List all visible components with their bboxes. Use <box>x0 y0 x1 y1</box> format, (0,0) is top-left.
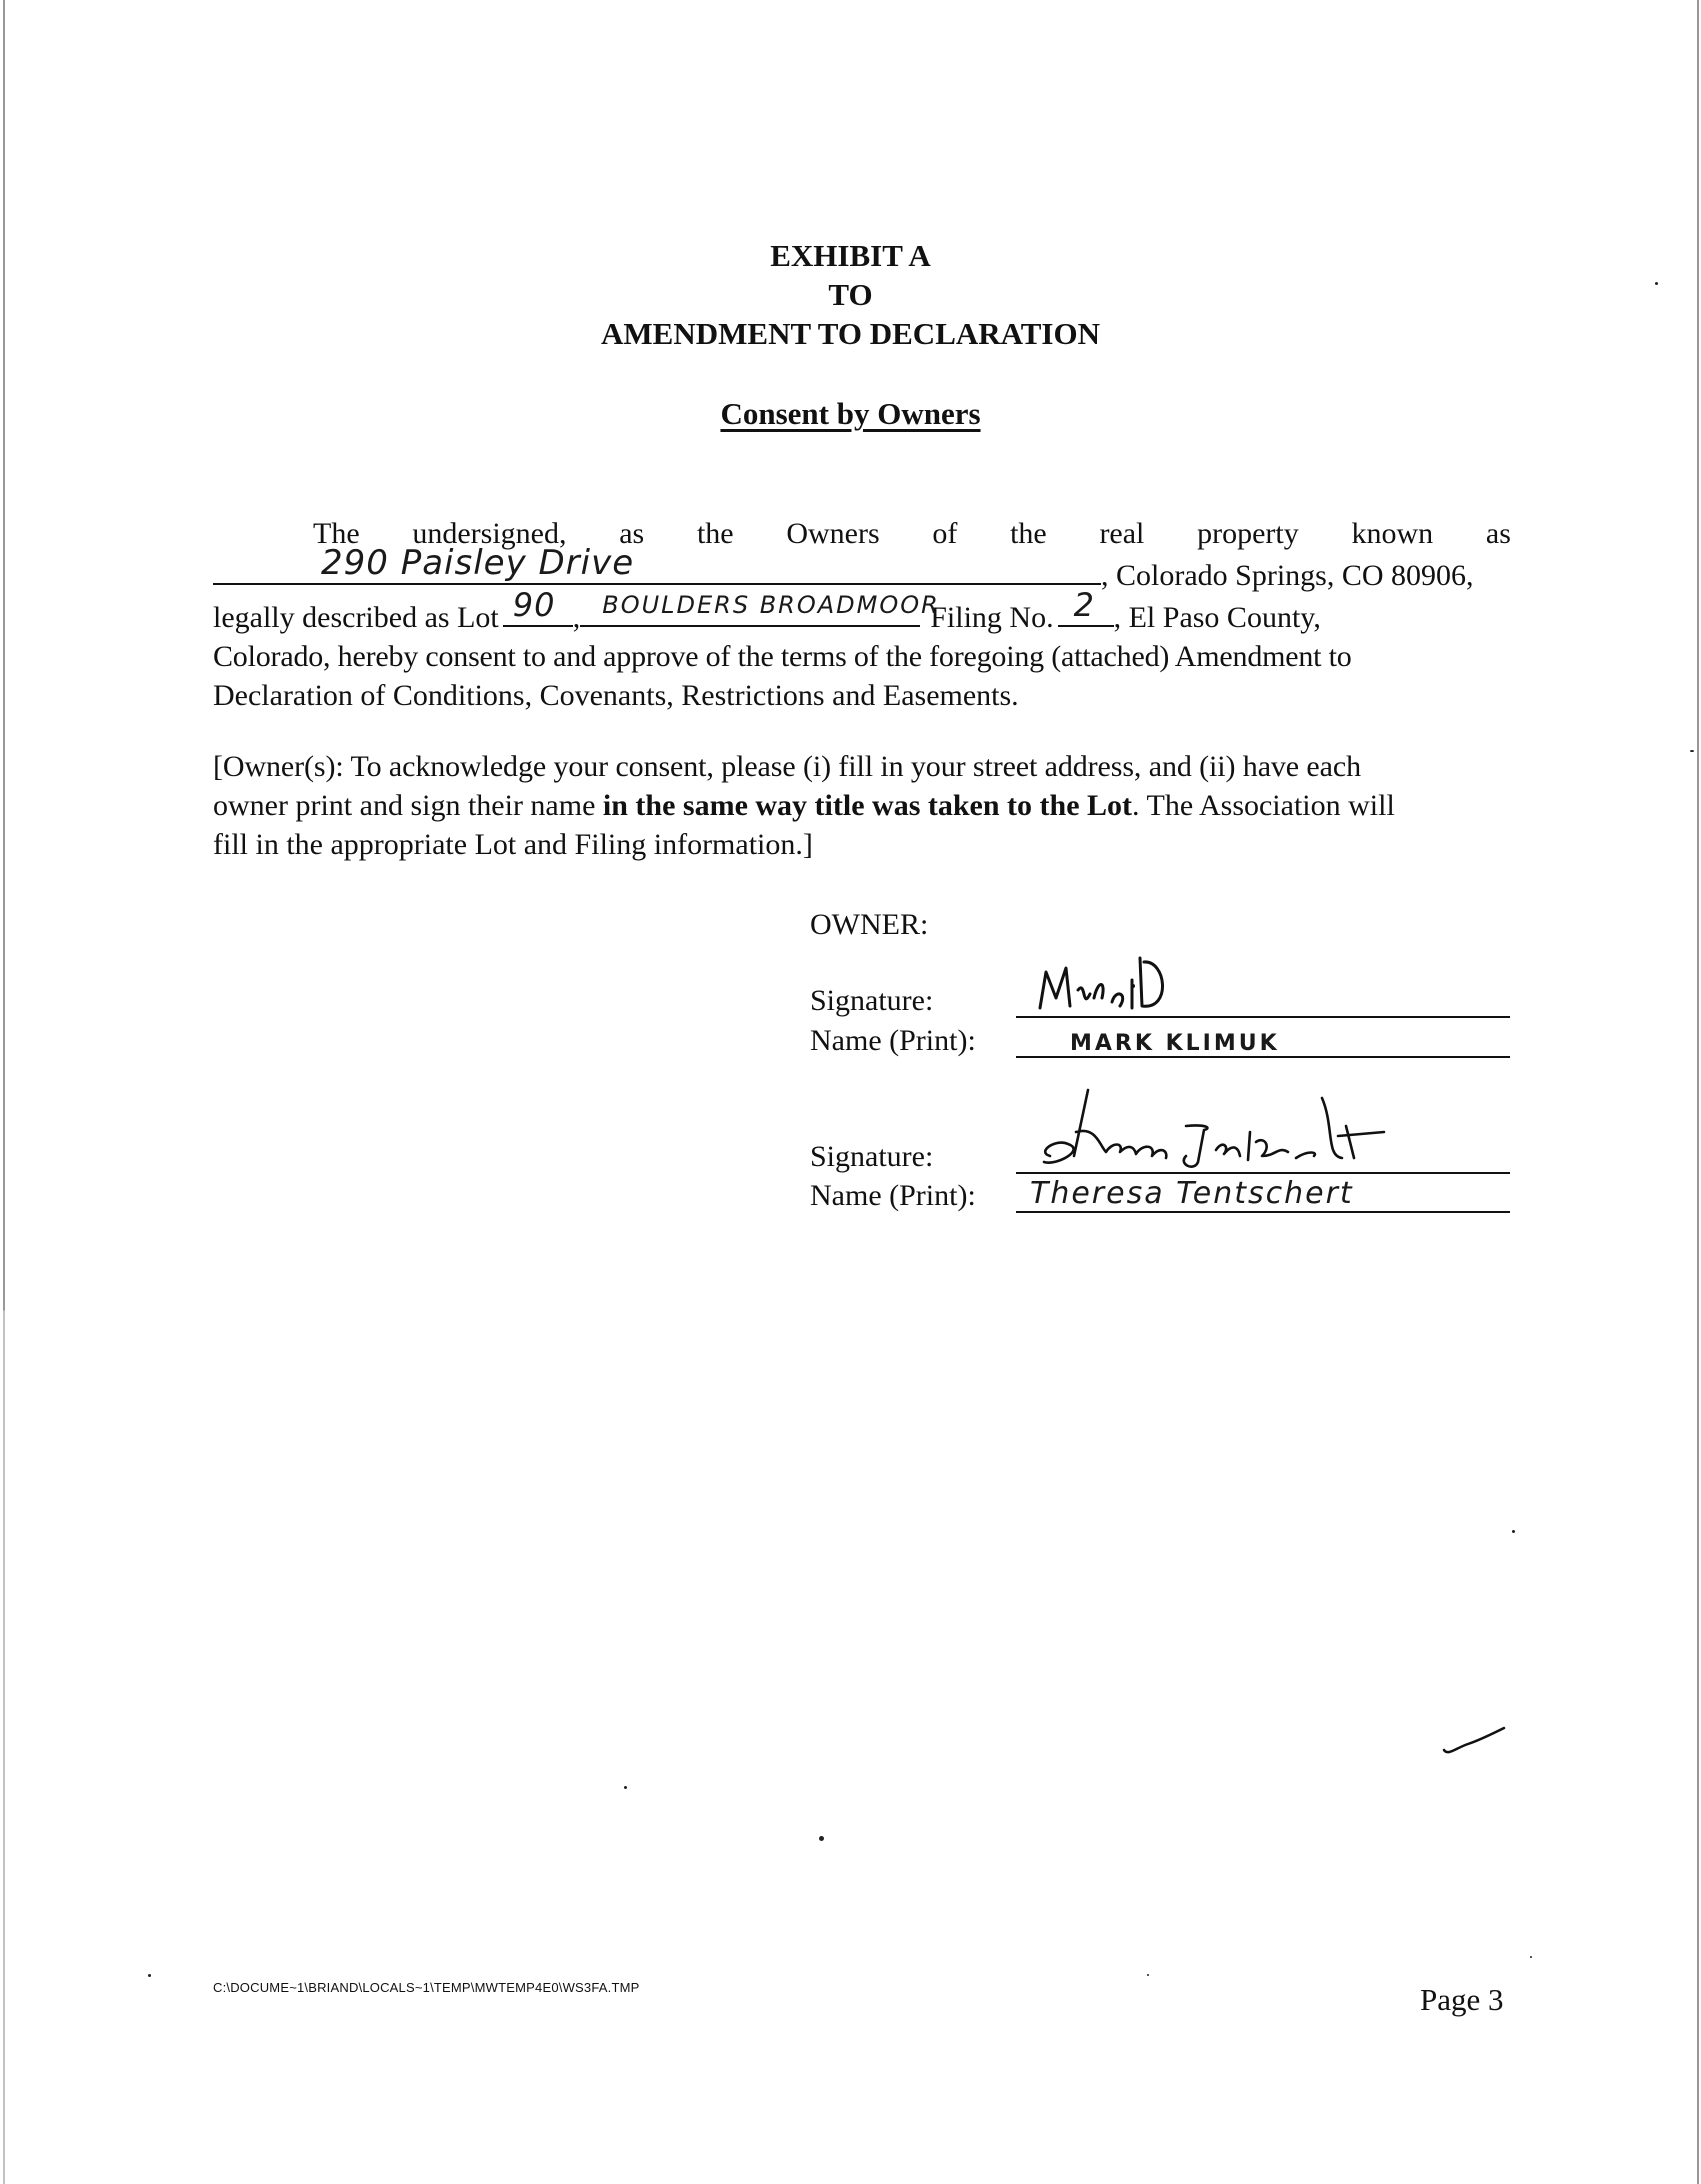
street-address-field[interactable] <box>213 543 1101 585</box>
county: , El Paso County, <box>1113 601 1321 634</box>
scan-speck <box>148 1974 151 1977</box>
name-print-label: Name (Print): <box>810 1179 976 1212</box>
scan-speck <box>819 1836 824 1841</box>
footer-file-path: C:\DOCUME~1\BRIAND\LOCALS~1\TEMP\MWTEMP4E0\WS3FA.TMP <box>213 1980 640 1995</box>
signature-label: Signature: <box>810 984 934 1017</box>
instructions-line-1: [Owner(s): To acknowledge your consent, please (i) fill in your street address, and (ii) have each <box>213 750 1361 783</box>
word: the <box>1010 517 1047 550</box>
name-print-label: Name (Print): <box>810 1024 976 1057</box>
owner-2-signature-mark <box>1016 1086 1416 1176</box>
word: Owners <box>786 517 880 550</box>
street-address-handwritten: 290 Paisley Drive <box>321 543 635 583</box>
owner-1-name-field[interactable] <box>1016 1024 1510 1058</box>
owner-1-name-row <box>810 1024 1510 1058</box>
consent-line-3 <box>213 586 1511 637</box>
subdivision-field[interactable] <box>580 591 940 627</box>
owner-2-signature-row <box>810 1140 1510 1174</box>
owner-2-name-field[interactable] <box>1016 1176 1510 1213</box>
page-number: Page 3 <box>1420 1982 1504 2017</box>
signature-label: Signature: <box>810 1140 934 1173</box>
instructions-line-3: fill in the appropriate Lot and Filing information.] <box>213 828 813 861</box>
word: as <box>619 517 645 550</box>
instructions-emphasis: in the same way title was taken to the Lot <box>602 789 1133 822</box>
scan-speck <box>1530 1956 1532 1958</box>
owner-1-signature-field[interactable] <box>1016 984 1510 1018</box>
word: as <box>1485 517 1511 550</box>
city-state-zip: , Colorado Springs, CO 80906, <box>1101 559 1474 592</box>
consent-paragraph <box>213 514 1511 715</box>
subdivision-handwritten: BOULDERS BROADMOOR <box>602 591 940 619</box>
owner-2-name-row <box>810 1176 1510 1213</box>
lot-separator: , <box>572 601 581 634</box>
instructions-line-2-end: . The Association will <box>1132 789 1395 822</box>
scan-speck <box>1690 750 1694 752</box>
consent-line-5: Declaration of Conditions, Covenants, Restrictions and Easements. <box>213 679 1019 712</box>
lot-number-handwritten: 90 <box>512 586 556 624</box>
owner-2-printed-name: Theresa Tentschert <box>1030 1176 1354 1211</box>
header-to: TO <box>828 277 873 312</box>
scan-speck <box>1655 282 1658 285</box>
owner-1-signature-mark <box>1016 950 1196 1020</box>
scan-speck <box>624 1786 627 1789</box>
lot-prefix: legally described as Lot <box>213 601 499 634</box>
header-amendment: AMENDMENT TO DECLARATION <box>601 316 1100 351</box>
filing-number-field[interactable] <box>1058 586 1114 627</box>
instructions-paragraph <box>213 747 1511 864</box>
filing-number-handwritten: 2 <box>1073 586 1095 624</box>
word: undersigned, <box>412 517 567 550</box>
word: The <box>313 517 360 550</box>
word: of <box>932 517 958 550</box>
check-mark-scribble <box>1440 1720 1510 1760</box>
document-header <box>0 236 1701 353</box>
instructions-line-2-start: owner print and sign their name <box>213 789 603 822</box>
word: known <box>1351 517 1434 550</box>
consent-line-4: Colorado, hereby consent to and approve of the terms of the foregoing (attached) Amendment to <box>213 640 1352 673</box>
scan-speck <box>1512 1530 1515 1533</box>
instructions-line-2 <box>213 786 1511 825</box>
lot-number-field[interactable] <box>503 586 573 627</box>
owner-1-signature-row <box>810 984 1510 1018</box>
owner-1-printed-name: MARK KLIMUK <box>1070 1031 1280 1056</box>
word: the <box>696 517 734 550</box>
word: real <box>1099 517 1145 550</box>
filing-label: Filing No. <box>930 601 1054 634</box>
scan-speck <box>1147 1974 1149 1976</box>
owner-label: OWNER: <box>810 908 929 941</box>
section-heading: Consent by Owners <box>720 396 981 431</box>
owner-2-signature-field[interactable] <box>1016 1140 1510 1174</box>
header-exhibit: EXHIBIT A <box>770 238 931 273</box>
word: property <box>1197 517 1299 550</box>
